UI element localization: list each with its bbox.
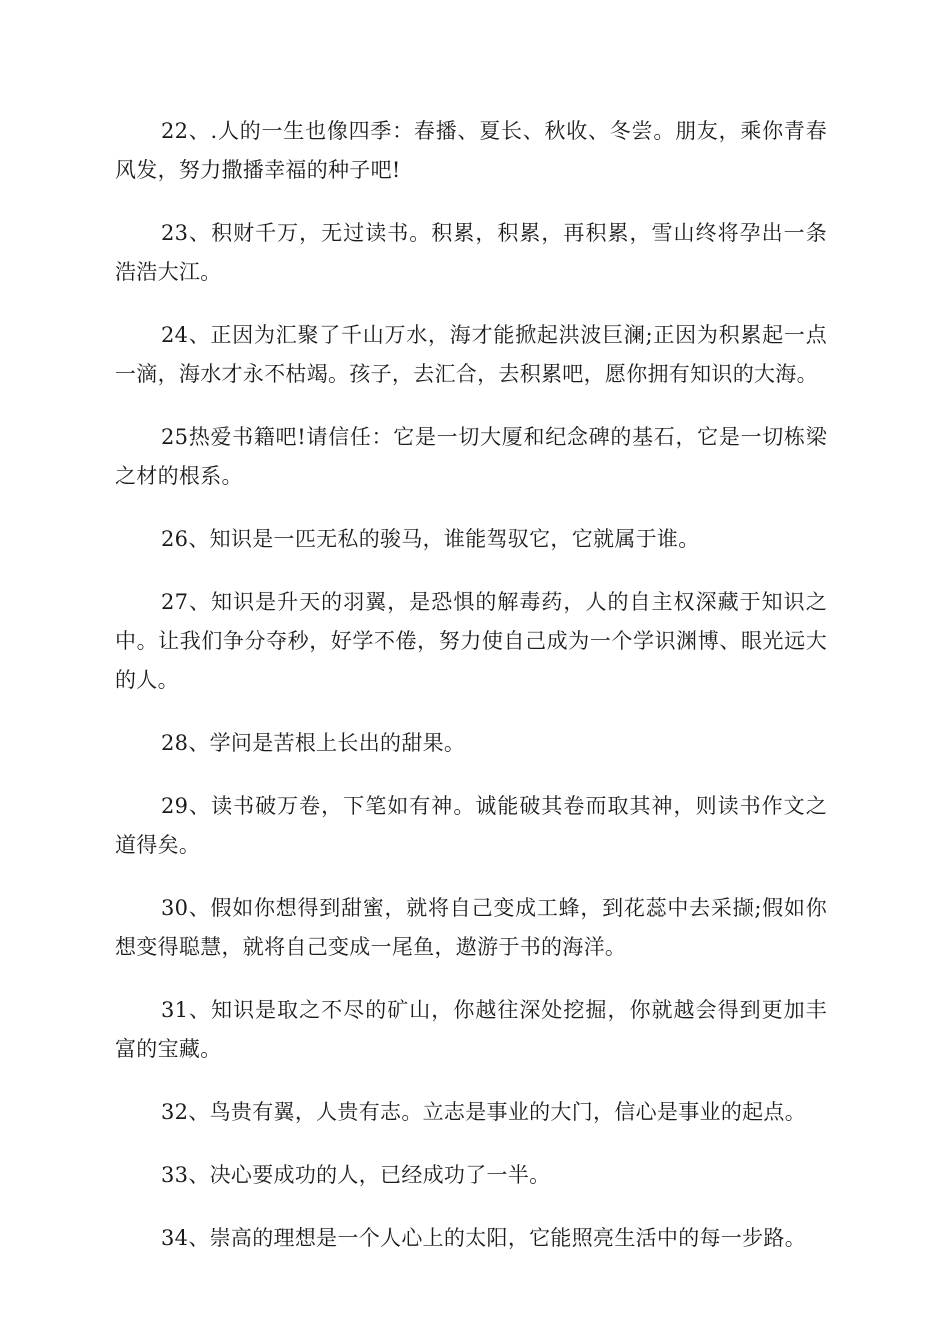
paragraph-30: 30、假如你想得到甜蜜，就将自己变成工蜂，到花蕊中去采撷;假如你想变得聪慧，就将自己变成一尾鱼，遨游于书的海洋。 bbox=[115, 896, 827, 959]
paragraph-29: 29、读书破万卷，下笔如有神。诚能破其卷而取其神，则读书作文之道得矣。 bbox=[115, 794, 827, 857]
paragraph-31: 31、知识是取之不尽的矿山，你越往深处挖掘，你就越会得到更加丰富的宝藏。 bbox=[115, 998, 827, 1061]
document-body bbox=[115, 112, 827, 1282]
paragraph-22: 22、.人的一生也像四季：春播、夏长、秋收、冬尝。朋友，乘你青春风发，努力撒播幸福的种子吧! bbox=[115, 119, 827, 182]
paragraph-26: 26、知识是一匹无私的骏马，谁能驾驭它，它就属于谁。 bbox=[161, 527, 700, 551]
paragraph-32: 32、鸟贵有翼，人贵有志。立志是事业的大门，信心是事业的起点。 bbox=[161, 1100, 807, 1124]
paragraph-27: 27、知识是升天的羽翼，是恐惧的解毒药，人的自主权深藏于知识之中。让我们争分夺秒，好学不倦，努力使自己成为一个学识渊博、眼光远大的人。 bbox=[115, 590, 827, 692]
paragraph-28: 28、学问是苦根上长出的甜果。 bbox=[161, 731, 466, 755]
paragraph-33: 33、决心要成功的人，已经成功了一半。 bbox=[161, 1163, 551, 1187]
paragraph-23: 23、积财千万，无过读书。积累，积累，再积累，雪山终将孕出一条浩浩大江。 bbox=[115, 221, 827, 284]
paragraph-24: 24、正因为汇聚了千山万水，海才能掀起洪波巨澜;正因为积累起一点一滴，海水才永不枯竭。孩子，去汇合，去积累吧，愿你拥有知识的大海。 bbox=[115, 323, 827, 386]
paragraph-25: 25热爱书籍吧!请信任：它是一切大厦和纪念碑的基石，它是一切栋梁之材的根系。 bbox=[115, 425, 827, 488]
paragraph-34: 34、崇高的理想是一个人心上的太阳，它能照亮生活中的每一步路。 bbox=[161, 1226, 807, 1250]
